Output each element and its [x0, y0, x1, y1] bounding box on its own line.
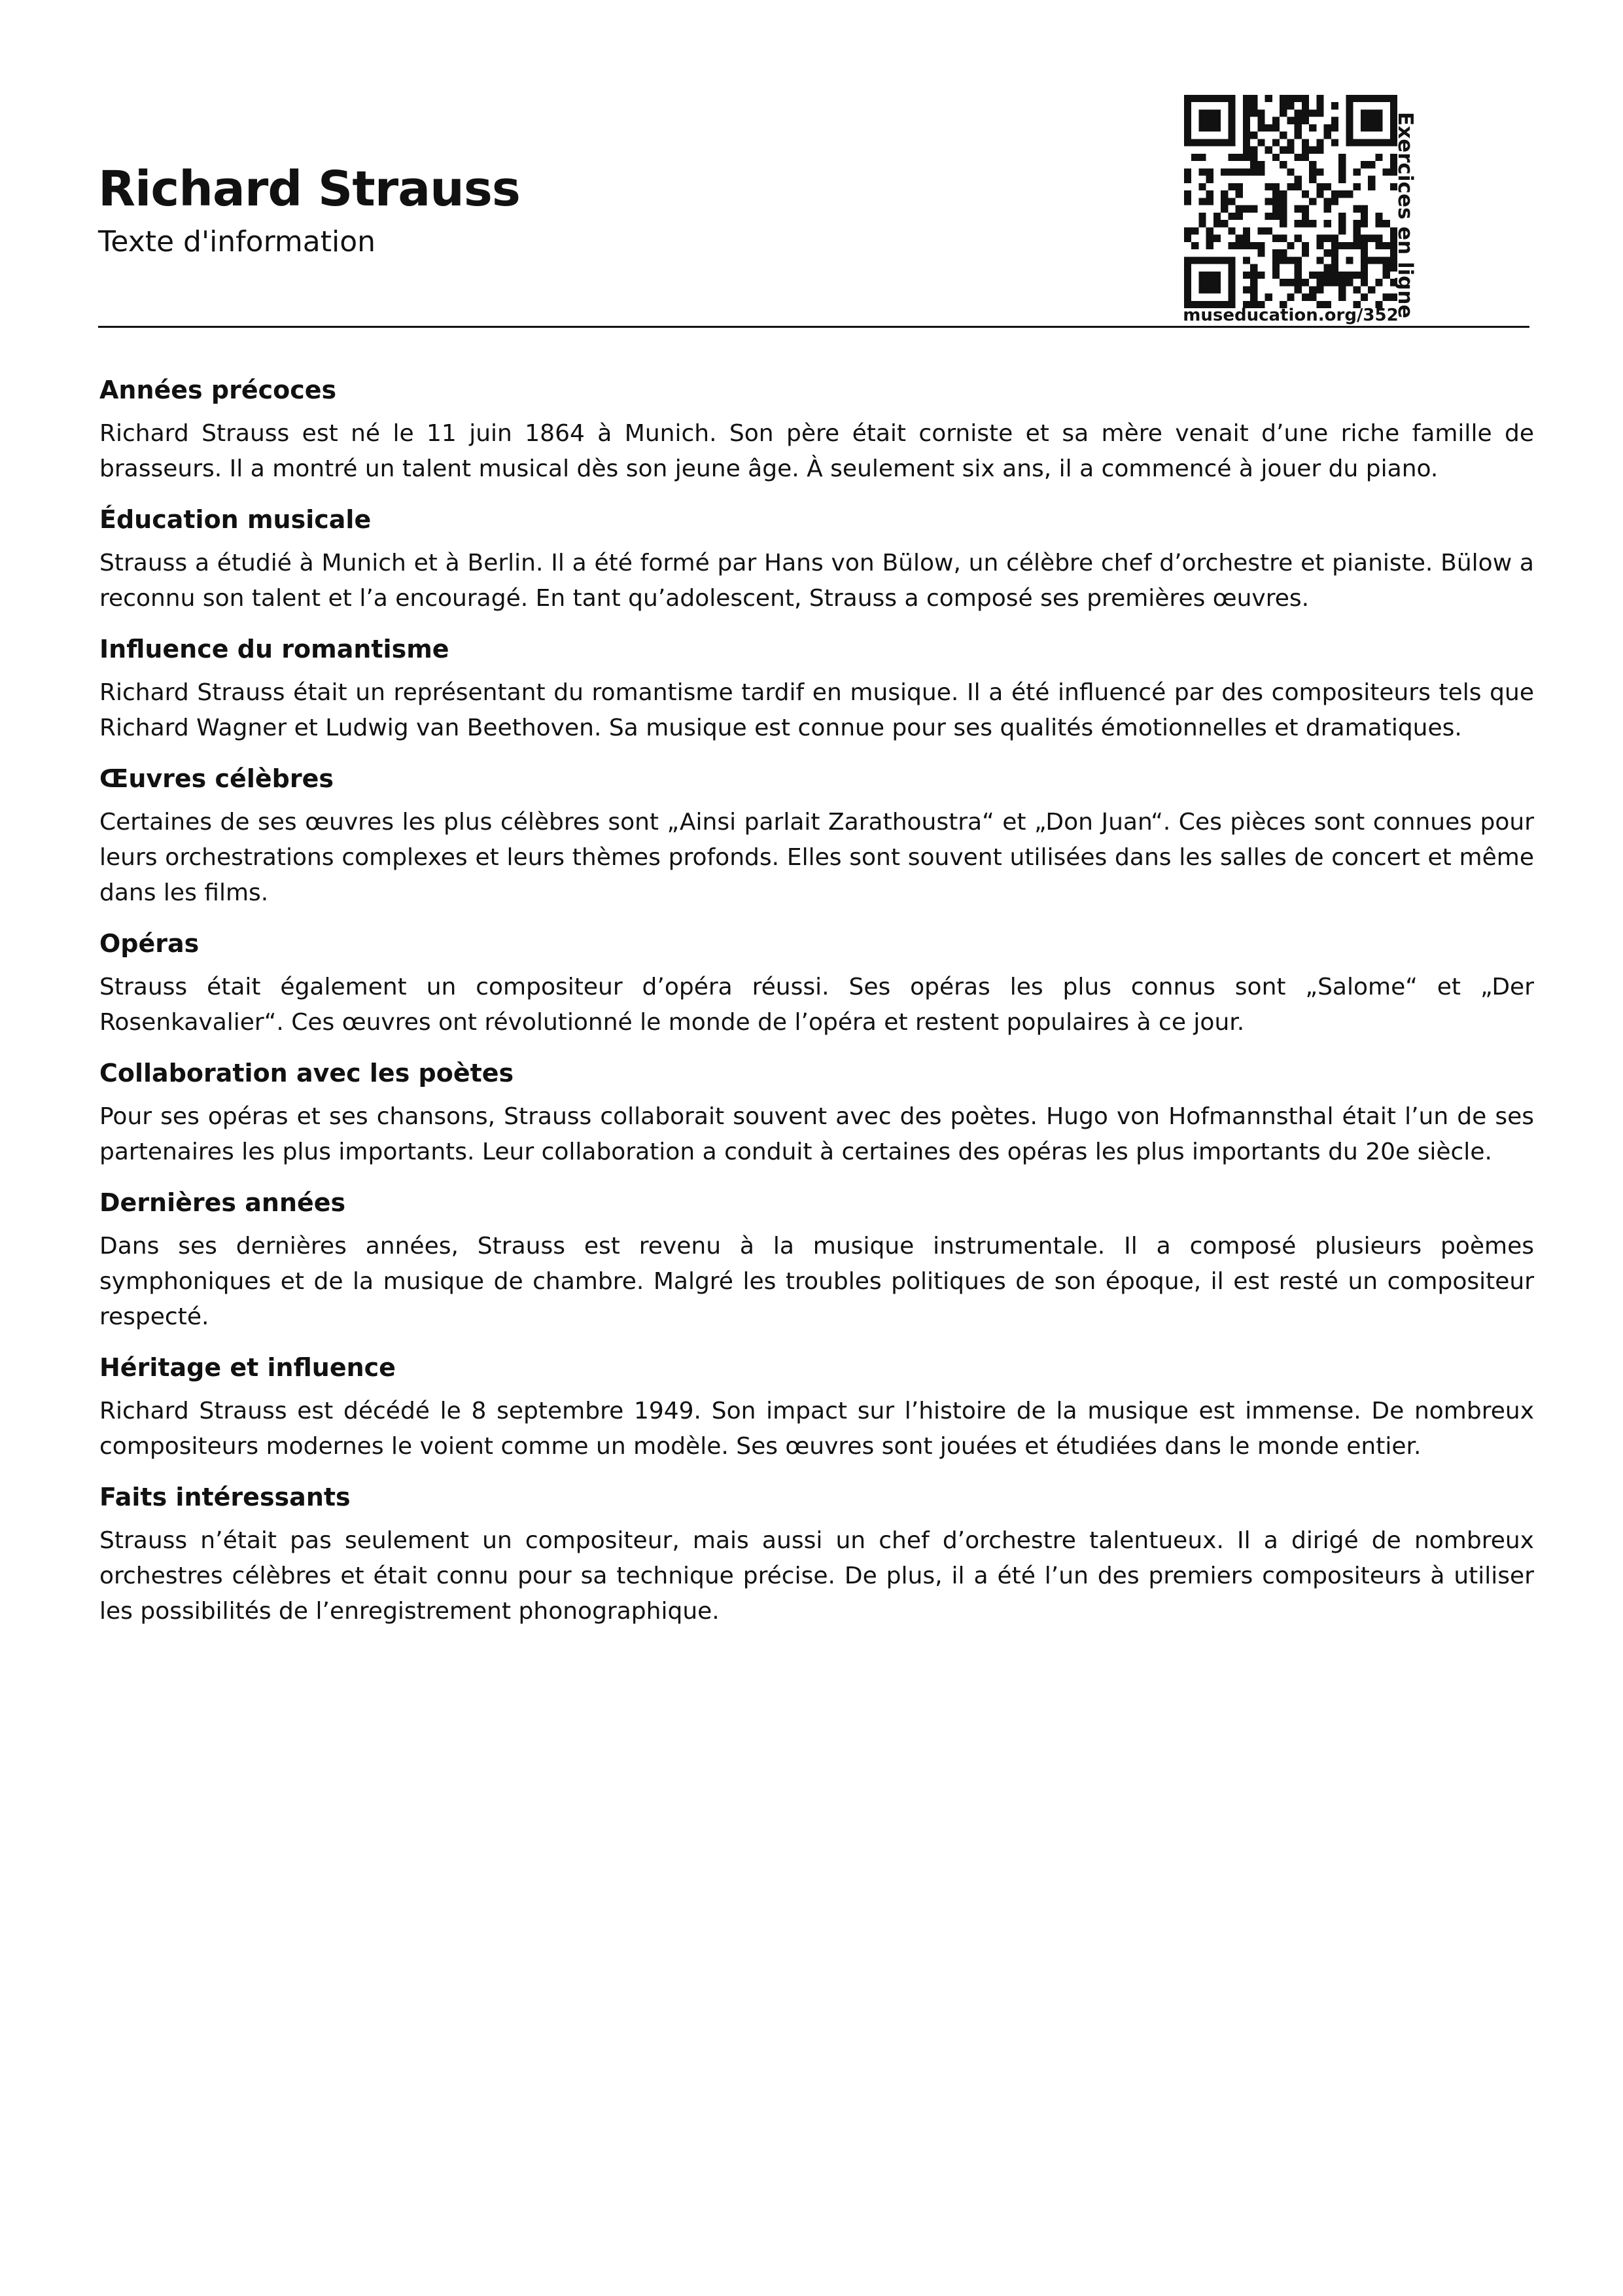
article-body	[99, 374, 1534, 1646]
section-operas	[99, 928, 1534, 1040]
section-heading: Collaboration avec les poètes	[99, 1059, 514, 1087]
section-text: Dans ses dernières années, Strauss est revenu à la musique instrumentale. Il a composé plusieurs poèmes symphoniques et de la musique de chambre. Malgré les troubles politiques de son époque, il est resté un compositeur respecté.	[99, 1233, 1534, 1330]
header-divider	[98, 326, 1529, 328]
section-romanticism	[99, 633, 1534, 746]
section-heading: Faits intéressants	[99, 1483, 351, 1511]
section-text: Strauss n’était pas seulement un compositeur, mais aussi un chef d’orchestre talentueux. Il a dirigé de nombreux orchestres célèbres et était connu pour sa technique précise. De plus, il a été l’un des premiers compositeurs à utiliser les possibilités de l’enregistrement phonographique.	[99, 1527, 1534, 1625]
section-text: Pour ses opéras et ses chansons, Strauss collaborait souvent avec des poètes. Hugo von Hofmannsthal était l’un de ses partenaires les plus importants. Leur collaboration a conduit à certaines des opéras les plus importants du 20e siècle.	[99, 1103, 1534, 1165]
qr-code-icon[interactable]	[1184, 95, 1397, 308]
section-text: Richard Strauss est né le 11 juin 1864 à Munich. Son père était corniste et sa mère venait d’une riche famille de brasseurs. Il a montré un talent musical dès son jeune âge. À seulement six ans, il a commencé à jouer du piano.	[99, 420, 1534, 482]
page-subtitle: Texte d'information	[98, 225, 376, 258]
section-heading: Héritage et influence	[99, 1353, 396, 1382]
section-heading: Opéras	[99, 929, 200, 958]
section-text: Richard Strauss est décédé le 8 septembre 1949. Son impact sur l’histoire de la musique est immense. De nombreux compositeurs modernes le voient comme un modèle. Ses œuvres sont jouées et étudiées dans le monde entier.	[99, 1398, 1534, 1460]
section-legacy	[99, 1352, 1534, 1464]
section-text: Richard Strauss était un représentant du romantisme tardif en musique. Il a été influencé par des compositeurs tels que Richard Wagner et Ludwig van Beethoven. Sa musique est connue pour ses qualités émotionnelles et dramatiques.	[99, 679, 1534, 741]
page-title: Richard Strauss	[98, 161, 520, 217]
section-musical-education	[99, 504, 1534, 616]
exercise-url[interactable]: museducation.org/352	[1183, 306, 1399, 325]
section-text: Strauss était également un compositeur d’opéra réussi. Ses opéras les plus connus sont „Salome“ et „Der Rosenkavalier“. Ces œuvres ont révolutionné le monde de l’opéra et restent populaires à ce jour.	[99, 974, 1534, 1036]
section-last-years	[99, 1187, 1534, 1335]
section-heading: Œuvres célèbres	[99, 764, 334, 793]
section-heading: Années précoces	[99, 376, 337, 404]
section-poets-collaboration	[99, 1057, 1534, 1170]
section-early-years	[99, 374, 1534, 487]
section-famous-works	[99, 763, 1534, 911]
section-heading: Éducation musicale	[99, 505, 372, 534]
section-heading: Dernières années	[99, 1188, 346, 1217]
section-text: Strauss a étudié à Munich et à Berlin. Il a été formé par Hans von Bülow, un célèbre chef d’orchestre et pianiste. Bülow a reconnu son talent et l’a encouragé. En tant qu’adolescent, Strauss a composé ses premières œuvres.	[99, 550, 1534, 612]
section-text: Certaines de ses œuvres les plus célèbres sont „Ainsi parlait Zarathoustra“ et „Don Juan“. Ces pièces sont connues pour leurs orchestrations complexes et leurs thèmes profonds. Elles sont souvent utilisées dans les salles de concert et même dans les films.	[99, 809, 1534, 906]
online-exercises-label: Exercices en ligne	[1393, 112, 1417, 319]
section-interesting-facts	[99, 1481, 1534, 1629]
qr-code-graphic	[1184, 95, 1397, 308]
section-heading: Influence du romantisme	[99, 635, 449, 663]
